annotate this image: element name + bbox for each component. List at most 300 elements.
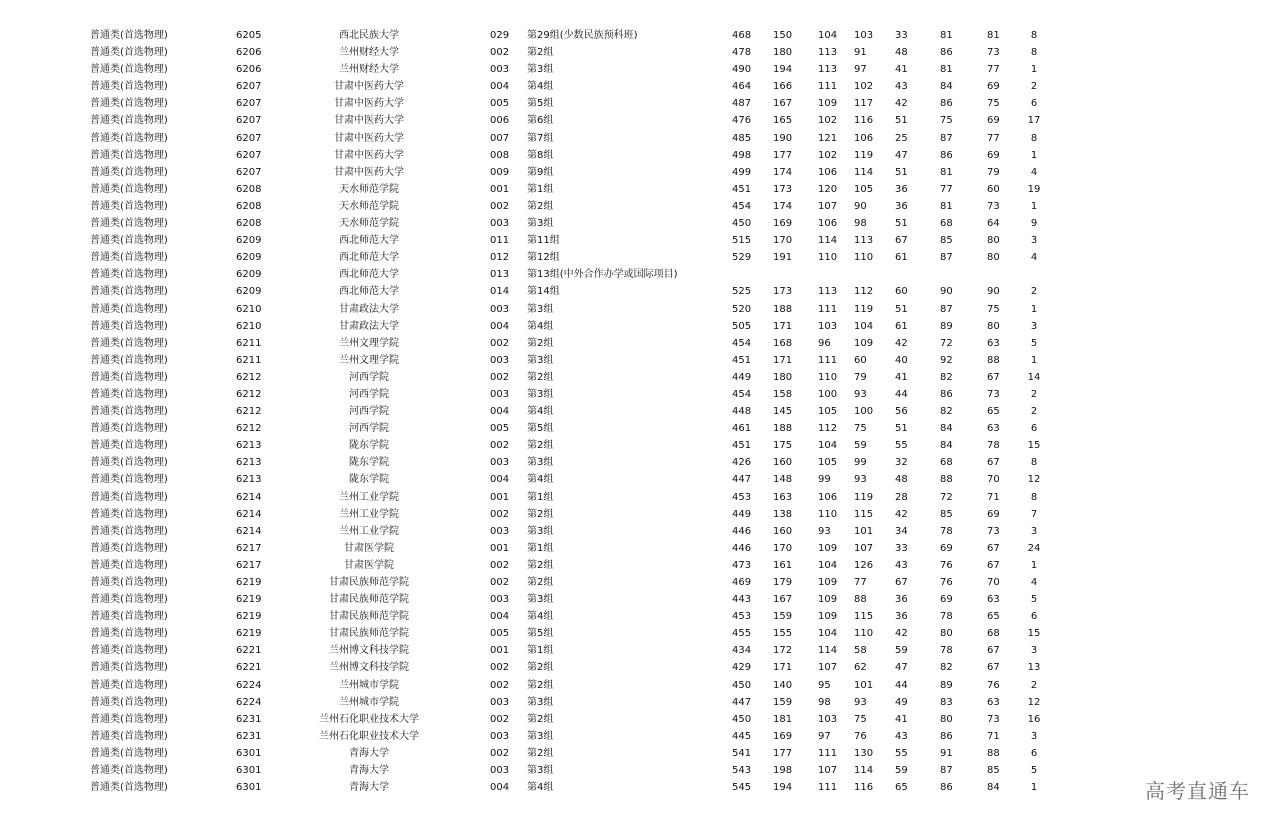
total-score-cell: 529: [732, 252, 752, 264]
col-b-cell: 121: [818, 132, 838, 144]
category-cell: 普通类(首选物理): [90, 303, 168, 315]
col-c-cell: 114: [854, 765, 874, 777]
col-c-cell: 100: [854, 406, 874, 418]
category-cell: 普通类(首选物理): [90, 388, 168, 400]
group-code-cell: 001: [490, 491, 510, 503]
col-a-cell: 140: [773, 679, 793, 691]
group-code-cell: 009: [490, 166, 510, 178]
group-name-cell: 第5组: [527, 423, 554, 435]
col-b-cell: 98: [818, 696, 831, 708]
col-f-cell: 84: [987, 782, 1000, 794]
school-name-cell: 青海大学: [349, 765, 389, 777]
col-d-cell: 55: [895, 747, 908, 759]
group-code-cell: 003: [490, 525, 510, 537]
col-f-cell: 75: [987, 303, 1000, 315]
col-f-cell: 77: [987, 64, 1000, 76]
group-name-cell: 第1组: [527, 645, 554, 657]
school-code-cell: 6301: [236, 747, 262, 759]
group-code-cell: 011: [490, 235, 510, 247]
col-c-cell: 75: [854, 713, 867, 725]
col-c-cell: 97: [854, 64, 867, 76]
col-b-cell: 104: [818, 628, 838, 640]
group-code-cell: 002: [490, 200, 510, 212]
col-d-cell: 36: [895, 200, 908, 212]
col-a-cell: 169: [773, 730, 793, 742]
category-cell: 普通类(首选物理): [90, 594, 168, 606]
school-code-cell: 6207: [236, 81, 262, 93]
col-f-cell: 69: [987, 115, 1000, 127]
col-b-cell: 114: [818, 235, 838, 247]
total-score-cell: 426: [732, 457, 752, 469]
school-name-cell: 兰州财经大学: [339, 47, 399, 59]
col-c-cell: 75: [854, 423, 867, 435]
col-f-cell: 70: [987, 474, 1000, 486]
table-row: [0, 352, 1280, 369]
category-cell: 普通类(首选物理): [90, 115, 168, 127]
school-code-cell: 6212: [236, 371, 262, 383]
table-row: [0, 694, 1280, 711]
group-code-cell: 001: [490, 183, 510, 195]
school-name-cell: 天水师范学院: [339, 200, 399, 212]
col-c-cell: 115: [854, 611, 874, 623]
group-name-cell: 第4组: [527, 320, 554, 332]
col-b-cell: 102: [818, 115, 838, 127]
col-a-cell: 167: [773, 594, 793, 606]
category-cell: 普通类(首选物理): [90, 252, 168, 264]
col-g-cell: 17: [1027, 115, 1041, 127]
table-row: [0, 44, 1280, 61]
category-cell: 普通类(首选物理): [90, 149, 168, 161]
col-b-cell: 109: [818, 611, 838, 623]
col-e-cell: 91: [940, 747, 953, 759]
category-cell: 普通类(首选物理): [90, 235, 168, 247]
col-e-cell: 68: [940, 218, 953, 230]
col-f-cell: 67: [987, 645, 1000, 657]
col-e-cell: 87: [940, 765, 953, 777]
school-code-cell: 6207: [236, 166, 262, 178]
school-code-cell: 6219: [236, 628, 262, 640]
school-code-cell: 6206: [236, 64, 262, 76]
group-name-cell: 第2组: [527, 559, 554, 571]
col-e-cell: 76: [940, 559, 953, 571]
group-name-cell: 第4组: [527, 474, 554, 486]
col-d-cell: 44: [895, 679, 908, 691]
col-d-cell: 42: [895, 337, 908, 349]
category-cell: 普通类(首选物理): [90, 611, 168, 623]
total-score-cell: 541: [732, 747, 752, 759]
group-name-cell: 第9组: [527, 166, 554, 178]
school-name-cell: 陇东学院: [349, 457, 389, 469]
col-b-cell: 103: [818, 713, 838, 725]
col-b-cell: 104: [818, 559, 838, 571]
col-f-cell: 64: [987, 218, 1000, 230]
group-name-cell: 第3组: [527, 696, 554, 708]
school-name-cell: 陇东学院: [349, 440, 389, 452]
category-cell: 普通类(首选物理): [90, 81, 168, 93]
col-c-cell: 62: [854, 662, 867, 674]
col-f-cell: 67: [987, 371, 1000, 383]
school-name-cell: 西北民族大学: [339, 30, 399, 41]
school-code-cell: 6217: [236, 542, 262, 554]
school-code-cell: 6212: [236, 388, 262, 400]
category-cell: 普通类(首选物理): [90, 730, 168, 742]
total-score-cell: 485: [732, 132, 752, 144]
group-code-cell: 007: [490, 132, 510, 144]
school-code-cell: 6207: [236, 149, 262, 161]
col-g-cell: 8: [1030, 47, 1038, 59]
col-a-cell: 198: [773, 765, 793, 777]
category-cell: 普通类(首选物理): [90, 286, 168, 298]
col-c-cell: 119: [854, 303, 874, 315]
col-f-cell: 73: [987, 525, 1000, 537]
col-a-cell: 169: [773, 218, 793, 230]
col-e-cell: 87: [940, 252, 953, 264]
category-cell: 普通类(首选物理): [90, 183, 168, 195]
group-name-cell: 第2组: [527, 371, 554, 383]
col-d-cell: 60: [895, 286, 908, 298]
total-score-cell: 464: [732, 81, 752, 93]
total-score-cell: 454: [732, 388, 752, 400]
group-code-cell: 002: [490, 662, 510, 674]
col-c-cell: 130: [854, 747, 874, 759]
group-code-cell: 003: [490, 388, 510, 400]
school-name-cell: 甘肃中医药大学: [334, 115, 404, 127]
group-code-cell: 002: [490, 47, 510, 59]
school-name-cell: 兰州城市学院: [339, 679, 399, 691]
school-code-cell: 6213: [236, 440, 262, 452]
col-d-cell: 49: [895, 696, 908, 708]
col-a-cell: 168: [773, 337, 793, 349]
col-b-cell: 113: [818, 47, 838, 59]
category-cell: 普通类(首选物理): [90, 47, 168, 59]
table-row: [0, 95, 1280, 112]
table-row: [0, 181, 1280, 198]
col-b-cell: 113: [818, 64, 838, 76]
col-a-cell: 148: [773, 474, 793, 486]
group-name-cell: 第1组: [527, 491, 554, 503]
col-e-cell: 72: [940, 337, 953, 349]
col-f-cell: 67: [987, 542, 1000, 554]
school-name-cell: 兰州石化职业技术大学: [319, 713, 419, 725]
col-f-cell: 80: [987, 235, 1000, 247]
col-g-cell: 7: [1030, 508, 1038, 520]
group-name-cell: 第1组: [527, 542, 554, 554]
col-d-cell: 59: [895, 765, 908, 777]
school-name-cell: 陇东学院: [349, 474, 389, 486]
school-name-cell: 兰州财经大学: [339, 64, 399, 76]
col-d-cell: 43: [895, 81, 908, 93]
col-g-cell: 1: [1030, 200, 1038, 212]
group-code-cell: 003: [490, 303, 510, 315]
school-name-cell: 甘肃中医药大学: [334, 98, 404, 110]
group-code-cell: 003: [490, 594, 510, 606]
col-a-cell: 181: [773, 713, 793, 725]
col-g-cell: 1: [1030, 354, 1038, 366]
col-e-cell: 89: [940, 320, 953, 332]
table-row: [0, 61, 1280, 78]
col-f-cell: 67: [987, 662, 1000, 674]
total-score-cell: 454: [732, 200, 752, 212]
school-code-cell: 6211: [236, 354, 262, 366]
school-code-cell: 6219: [236, 611, 262, 623]
col-d-cell: 61: [895, 252, 908, 264]
col-f-cell: 70: [987, 577, 1000, 588]
col-a-cell: 173: [773, 183, 793, 195]
col-g-cell: 5: [1030, 594, 1038, 606]
col-b-cell: 93: [818, 525, 831, 537]
group-name-cell: 第5组: [527, 628, 554, 640]
school-name-cell: 甘肃民族师范学院: [329, 594, 409, 606]
col-g-cell: 1: [1030, 149, 1038, 161]
school-code-cell: 6207: [236, 132, 262, 144]
total-score-cell: 449: [732, 508, 752, 520]
col-a-cell: 138: [773, 508, 793, 520]
total-score-cell: 453: [732, 491, 752, 503]
col-e-cell: 86: [940, 730, 953, 742]
school-code-cell: 6213: [236, 457, 262, 469]
table-row: [0, 164, 1280, 181]
school-code-cell: 6221: [236, 645, 262, 657]
group-code-cell: 013: [490, 269, 510, 281]
col-c-cell: 101: [854, 525, 874, 537]
col-e-cell: 81: [940, 30, 953, 41]
col-d-cell: 34: [895, 525, 908, 537]
col-g-cell: 3: [1030, 525, 1038, 537]
col-c-cell: 107: [854, 542, 874, 554]
col-e-cell: 84: [940, 440, 953, 452]
col-c-cell: 98: [854, 218, 867, 230]
school-name-cell: 甘肃医学院: [344, 542, 394, 554]
col-b-cell: 99: [818, 474, 831, 486]
group-code-cell: 001: [490, 542, 510, 554]
col-f-cell: 80: [987, 320, 1000, 332]
col-e-cell: 86: [940, 149, 953, 161]
group-code-cell: 003: [490, 64, 510, 76]
col-f-cell: 90: [987, 286, 1000, 298]
group-name-cell: 第4组: [527, 611, 554, 623]
col-d-cell: 48: [895, 47, 908, 59]
category-cell: 普通类(首选物理): [90, 747, 168, 759]
school-name-cell: 天水师范学院: [339, 183, 399, 195]
col-e-cell: 83: [940, 696, 953, 708]
school-name-cell: 兰州工业学院: [339, 491, 399, 503]
col-a-cell: 163: [773, 491, 793, 503]
col-a-cell: 166: [773, 81, 793, 93]
group-name-cell: 第8组: [527, 149, 554, 161]
col-e-cell: 78: [940, 645, 953, 657]
col-f-cell: 69: [987, 508, 1000, 520]
col-d-cell: 51: [895, 166, 908, 178]
col-f-cell: 81: [987, 30, 1000, 41]
col-a-cell: 171: [773, 354, 793, 366]
school-code-cell: 6217: [236, 559, 262, 571]
col-g-cell: 12: [1027, 474, 1041, 486]
table-row: [0, 506, 1280, 523]
group-code-cell: 002: [490, 371, 510, 383]
col-g-cell: 1: [1030, 559, 1038, 571]
total-score-cell: 443: [732, 594, 752, 606]
col-f-cell: 69: [987, 149, 1000, 161]
col-b-cell: 111: [818, 354, 838, 366]
col-b-cell: 111: [818, 81, 838, 93]
col-b-cell: 110: [818, 371, 838, 383]
col-a-cell: 173: [773, 286, 793, 298]
category-cell: 普通类(首选物理): [90, 320, 168, 332]
group-name-cell: 第2组: [527, 679, 554, 691]
table-row: [0, 608, 1280, 625]
group-code-cell: 002: [490, 713, 510, 725]
col-g-cell: 2: [1030, 81, 1038, 93]
col-d-cell: 61: [895, 320, 908, 332]
school-code-cell: 6214: [236, 491, 262, 503]
col-f-cell: 73: [987, 200, 1000, 212]
school-code-cell: 6208: [236, 183, 262, 195]
category-cell: 普通类(首选物理): [90, 679, 168, 691]
col-e-cell: 85: [940, 508, 953, 520]
col-e-cell: 78: [940, 611, 953, 623]
col-b-cell: 106: [818, 491, 838, 503]
col-d-cell: 33: [895, 30, 908, 41]
table-row: [0, 437, 1280, 454]
school-name-cell: 甘肃中医药大学: [334, 149, 404, 161]
category-cell: 普通类(首选物理): [90, 525, 168, 537]
col-e-cell: 69: [940, 542, 953, 554]
school-name-cell: 甘肃中医药大学: [334, 81, 404, 93]
col-f-cell: 68: [987, 628, 1000, 640]
school-name-cell: 兰州博文科技学院: [329, 662, 409, 674]
col-g-cell: 2: [1030, 388, 1038, 400]
group-code-cell: 002: [490, 508, 510, 520]
school-name-cell: 西北师范大学: [339, 235, 399, 247]
group-code-cell: 002: [490, 679, 510, 691]
category-cell: 普通类(首选物理): [90, 218, 168, 230]
table-row: [0, 489, 1280, 506]
col-g-cell: 2: [1030, 679, 1038, 691]
col-b-cell: 107: [818, 662, 838, 674]
col-f-cell: 76: [987, 679, 1000, 691]
watermark-text: 高考直通车: [1145, 779, 1250, 803]
col-g-cell: 3: [1030, 235, 1038, 247]
col-g-cell: 6: [1030, 98, 1038, 110]
school-code-cell: 6213: [236, 474, 262, 486]
table-row: [0, 420, 1280, 437]
col-a-cell: 177: [773, 747, 793, 759]
col-b-cell: 109: [818, 542, 838, 554]
col-d-cell: 32: [895, 457, 908, 469]
col-e-cell: 84: [940, 81, 953, 93]
school-code-cell: 6224: [236, 679, 262, 691]
total-score-cell: 461: [732, 423, 752, 435]
total-score-cell: 469: [732, 577, 752, 588]
category-cell: 普通类(首选物理): [90, 132, 168, 144]
col-b-cell: 107: [818, 765, 838, 777]
col-f-cell: 73: [987, 47, 1000, 59]
table-row: [0, 574, 1280, 591]
category-cell: 普通类(首选物理): [90, 628, 168, 640]
col-a-cell: 174: [773, 200, 793, 212]
col-b-cell: 107: [818, 200, 838, 212]
col-e-cell: 92: [940, 354, 953, 366]
col-c-cell: 119: [854, 149, 874, 161]
group-code-cell: 004: [490, 611, 510, 623]
school-name-cell: 兰州工业学院: [339, 508, 399, 520]
col-f-cell: 71: [987, 730, 1000, 742]
col-g-cell: 6: [1030, 747, 1038, 759]
group-code-cell: 008: [490, 149, 510, 161]
total-score-cell: 520: [732, 303, 752, 315]
col-b-cell: 105: [818, 457, 838, 469]
col-b-cell: 111: [818, 303, 838, 315]
total-score-cell: 468: [732, 30, 752, 41]
col-g-cell: 2: [1030, 406, 1038, 418]
category-cell: 普通类(首选物理): [90, 337, 168, 349]
group-code-cell: 001: [490, 645, 510, 657]
total-score-cell: 447: [732, 474, 752, 486]
group-code-cell: 002: [490, 747, 510, 759]
school-code-cell: 6231: [236, 713, 262, 725]
col-e-cell: 86: [940, 782, 953, 794]
col-b-cell: 103: [818, 320, 838, 332]
col-f-cell: 67: [987, 559, 1000, 571]
school-code-cell: 6209: [236, 269, 262, 281]
table-row: [0, 198, 1280, 215]
col-e-cell: 86: [940, 98, 953, 110]
total-score-cell: 446: [732, 525, 752, 537]
school-name-cell: 甘肃民族师范学院: [329, 628, 409, 640]
col-c-cell: 115: [854, 508, 874, 520]
col-f-cell: 80: [987, 252, 1000, 264]
col-a-cell: 171: [773, 320, 793, 332]
col-f-cell: 73: [987, 713, 1000, 725]
col-d-cell: 59: [895, 645, 908, 657]
col-a-cell: 180: [773, 371, 793, 383]
table-row: [0, 318, 1280, 335]
col-a-cell: 150: [773, 30, 793, 41]
total-score-cell: 478: [732, 47, 752, 59]
group-name-cell: 第11组: [527, 235, 560, 247]
total-score-cell: 515: [732, 235, 752, 247]
group-name-cell: 第2组: [527, 747, 554, 759]
category-cell: 普通类(首选物理): [90, 559, 168, 571]
col-b-cell: 104: [818, 440, 838, 452]
col-c-cell: 88: [854, 594, 867, 606]
col-d-cell: 33: [895, 542, 908, 554]
school-code-cell: 6214: [236, 525, 262, 537]
group-name-cell: 第7组: [527, 132, 554, 144]
col-f-cell: 78: [987, 440, 1000, 452]
category-cell: 普通类(首选物理): [90, 406, 168, 418]
total-score-cell: 447: [732, 696, 752, 708]
col-f-cell: 63: [987, 594, 1000, 606]
school-name-cell: 西北师范大学: [339, 252, 399, 264]
col-b-cell: 120: [818, 183, 838, 195]
category-cell: 普通类(首选物理): [90, 64, 168, 76]
col-g-cell: 15: [1027, 628, 1041, 640]
col-b-cell: 100: [818, 388, 838, 400]
col-g-cell: 4: [1030, 166, 1038, 178]
group-name-cell: 第3组: [527, 525, 554, 537]
col-a-cell: 188: [773, 423, 793, 435]
col-g-cell: 8: [1030, 30, 1038, 41]
table-row: [0, 779, 1280, 796]
table-row: [0, 27, 1280, 44]
total-score-cell: 505: [732, 320, 752, 332]
school-name-cell: 甘肃中医药大学: [334, 166, 404, 178]
col-a-cell: 159: [773, 696, 793, 708]
table-row: [0, 283, 1280, 300]
score-table: [0, 27, 1280, 796]
group-code-cell: 002: [490, 440, 510, 452]
